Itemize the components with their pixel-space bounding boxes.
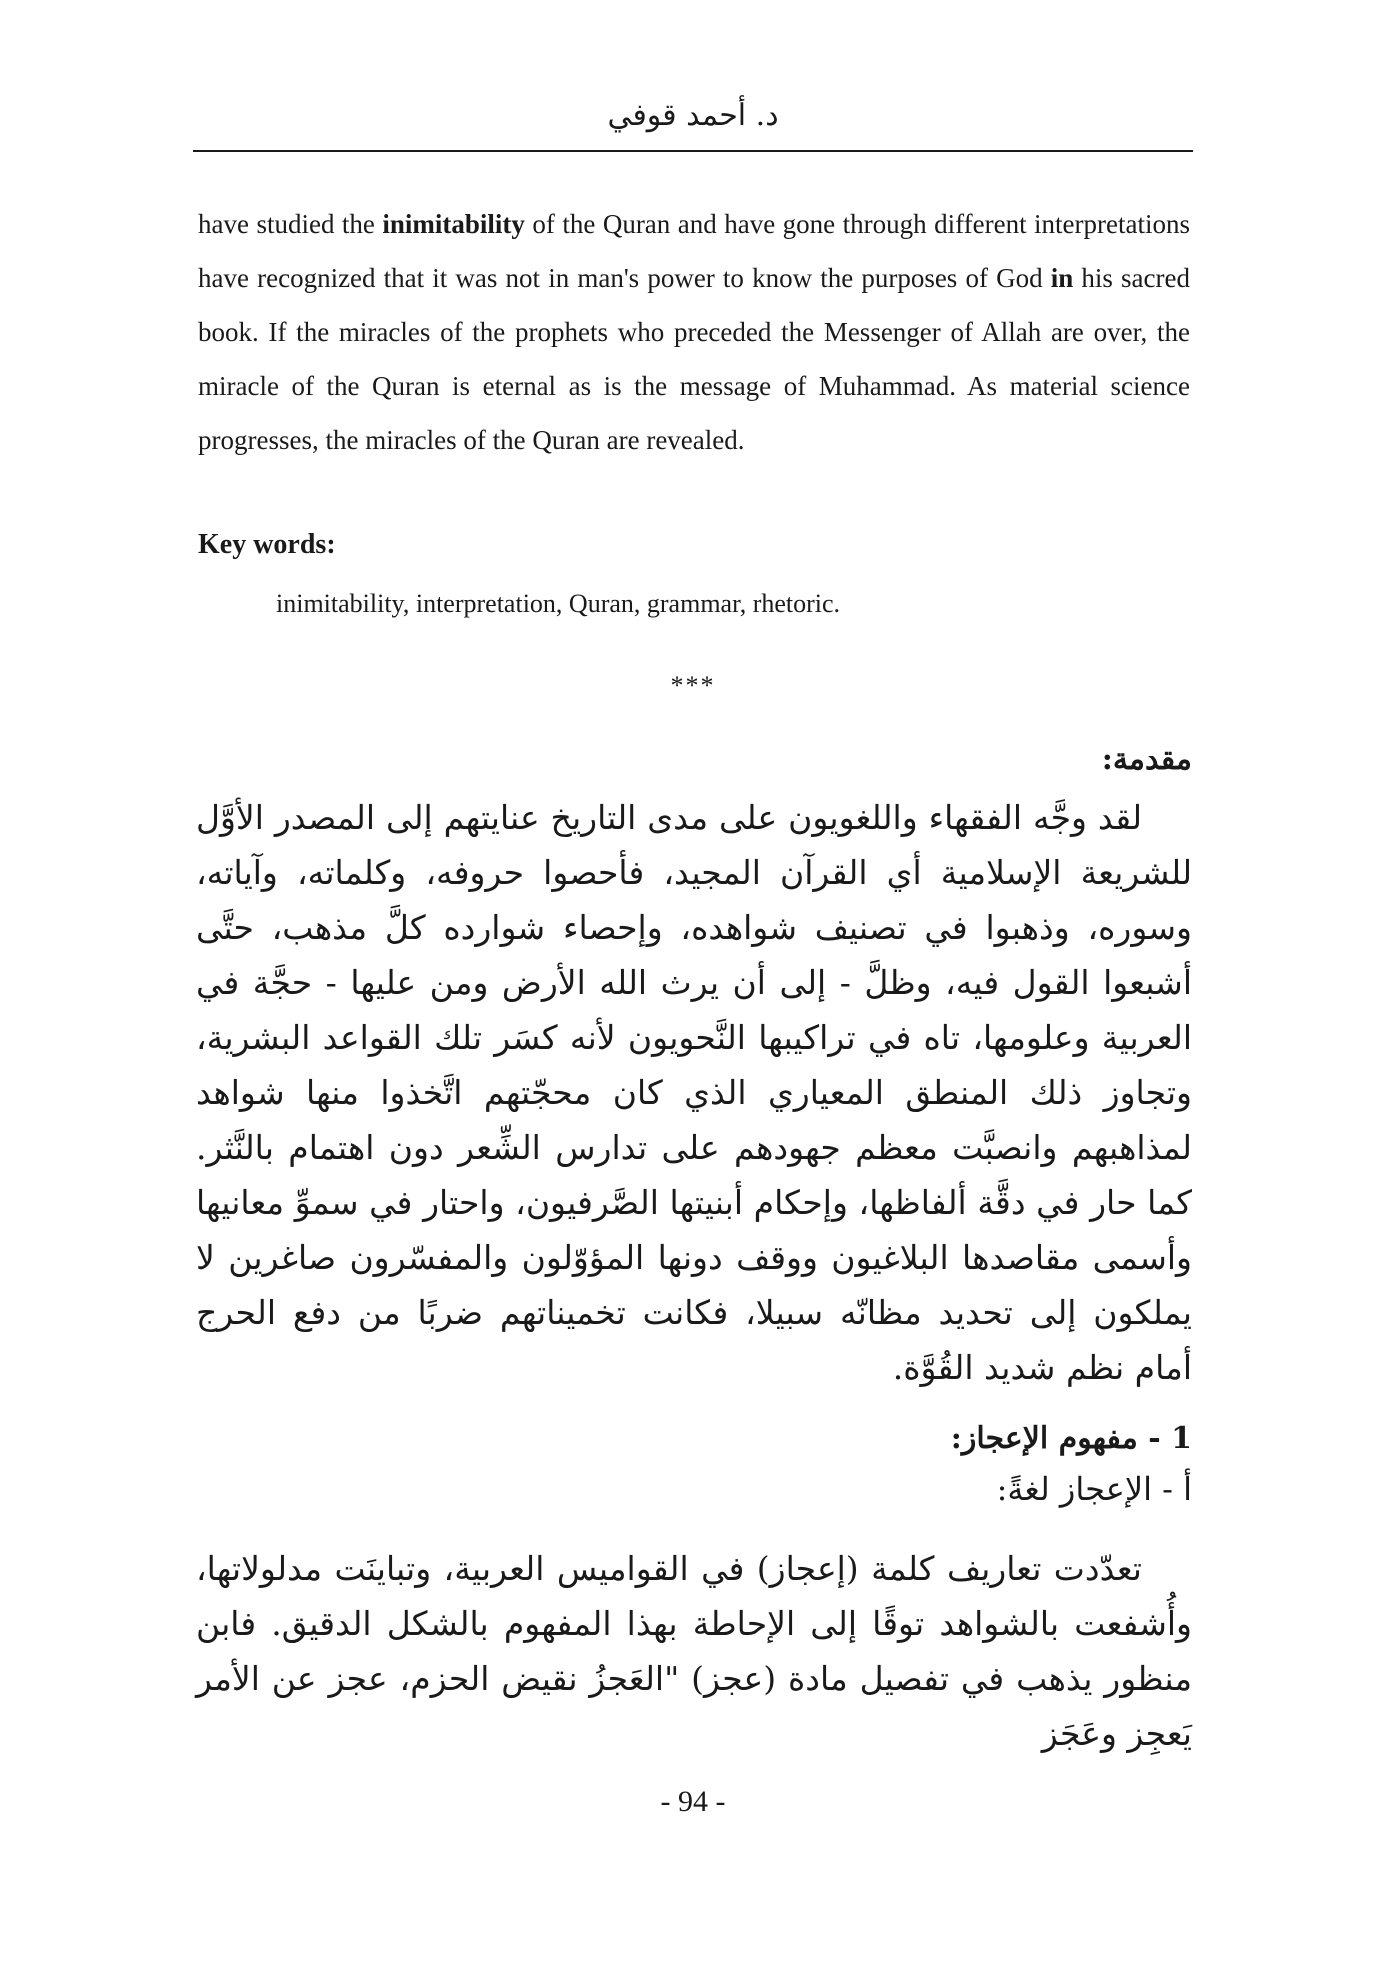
section-separator: *** (670, 671, 716, 700)
abstract-paragraph (198, 197, 1190, 467)
introduction-paragraph: لقد وجَّه الفقهاء واللغويون على مدى التاريخ عنايتهم إلى المصدر الأوَّل للشريعة الإسلامية أي القرآن المجيد، فأحصوا حروفه، وكلماته، وآياته، وسوره، وذهبوا في تصنيف شواهده، وإحصاء شوارده كلَّ مذهب، حتَّى أشبعوا القول فيه، وظلَّ - إلى أن يرث الله الأرض ومن عليها - حجَّة في العربية وعلومها، تاه في تراكيبها النَّحويون لأنه كسَر تلك القواعد البشرية، وتجاوز ذلك المنطق المعياري الذي كان محجّتهم اتَّخذوا منها شواهد لمذاهبهم وانصبَّت معظم جهودهم على تدارس الشِّعر دون اهتمام بالنَّثر. كما حار في دقَّة ألفاظها، وإحكام أبنيتها الصَّرفيون، واحتار في سموِّ معانيها وأسمى مقاصدها البلاغيون ووقف دونها المؤوّلون والمفسّرون صاغرين لا يملكون إلى تحديد مظانّه سبيلا، فكانت تخميناتهم ضربًا من دفع الحرج أمام نظم شديد القُوَّة. (196, 798, 1192, 1387)
abstract-text-2: of the Quran and have gone through different interpretations have recognized that it was not in man's power to know the purposes of God (198, 209, 1190, 293)
abstract-text-3: his sacred book. If the miracles of the prophets who preceded the Messenger of Allah are over, the miracle of the Quran is eternal as is the message of Muhammad. As material science progresses, the miracles of the Quran are revealed. (198, 263, 1190, 455)
abstract-text-1: have studied the (198, 209, 383, 239)
abstract-bold-2: in (1050, 263, 1074, 293)
section-heading-1: 1 - مفهوم الإعجاز: (950, 1421, 1192, 1456)
keywords-list: inimitability, interpretation, Quran, grammar, rhetoric. (276, 589, 841, 618)
abstract-bold-1: inimitability (382, 209, 525, 239)
keywords-title: Key words: (198, 529, 336, 560)
page-number: - 94 - (660, 1785, 726, 1818)
definition-paragraph: تعدّدت تعاريف كلمة (إعجاز) في القواميس العربية، وتباينَت مدلولاتها، وأُشفعت بالشواهد توقًا إلى الإحاطة بهذا المفهوم بالشكل الدقيق. فابن منظور يذهب في تفصيل مادة (عجز) "العَجزُ نقيض الحزم، عجز عن الأمر يَعجِز وعَجَز (196, 1549, 1192, 1753)
header-rule (193, 150, 1193, 152)
heading-introduction: مقدمة: (1101, 742, 1192, 777)
running-head: د. أحمد قوفي (607, 98, 779, 133)
subsection-heading-a: أ - الإعجاز لغةً: (996, 1470, 1192, 1508)
